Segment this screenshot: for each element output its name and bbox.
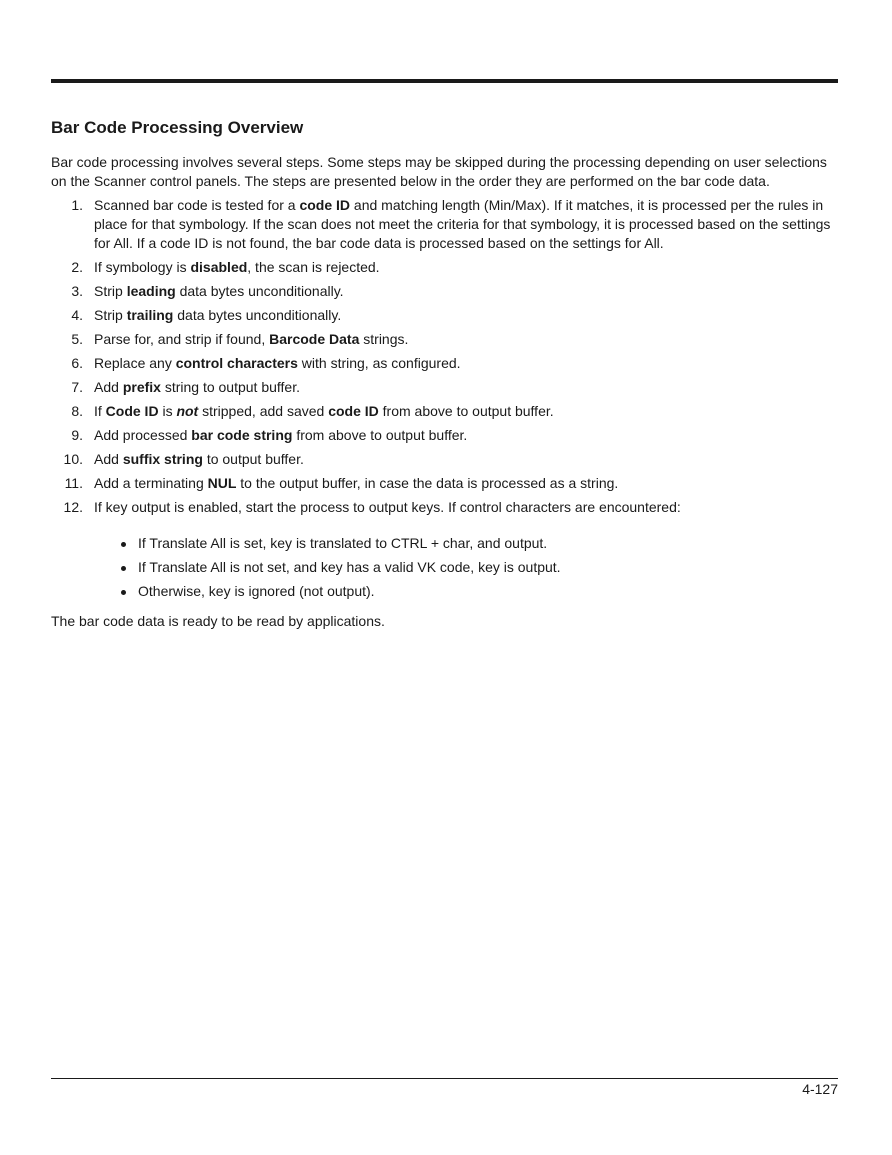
step-item <box>51 258 841 277</box>
step-text: strings. <box>359 331 409 347</box>
step-item <box>51 498 841 517</box>
bullet-item <box>51 558 841 577</box>
page-title: Bar Code Processing Overview <box>51 118 304 137</box>
step-item <box>51 196 841 253</box>
bold-term: trailing <box>126 307 174 323</box>
bold-term: NUL <box>207 475 237 491</box>
step-item <box>51 378 841 397</box>
bold-term: control characters <box>175 355 298 371</box>
step-text: Strip <box>94 307 127 323</box>
bottom-rule <box>51 1078 838 1079</box>
step-text: data bytes unconditionally. <box>175 283 344 299</box>
emphasis-text: not <box>176 403 199 419</box>
step-number: 9. <box>71 427 83 443</box>
step-number: 3. <box>71 283 83 299</box>
bold-term: disabled <box>190 259 248 275</box>
bold-term: Code ID <box>105 403 159 419</box>
bold-term: Barcode Data <box>269 331 360 347</box>
step-text: Scanned bar code is tested for a <box>94 197 300 213</box>
step-text: and matching length (Min/Max). If it matches, it is processed per the rules in place for that symbology. If the scan does not meet the criteria for that symbology, it is processed based on the settings for All. If a code ID is not found, the bar code data is processed based on the settings for All. <box>94 197 831 251</box>
step-text: Add <box>94 379 123 395</box>
top-rule <box>51 79 838 83</box>
step-text: string to output buffer. <box>160 379 300 395</box>
bullet-dot-icon <box>121 590 126 595</box>
step-item <box>51 282 841 301</box>
step-number: 10. <box>63 451 83 467</box>
step-number: 1. <box>71 197 83 213</box>
bold-term: suffix string <box>122 451 203 467</box>
intro-paragraph: Bar code processing involves several steps. Some steps may be skipped during the processing depending on user selections on the Scanner control panels. The steps are presented below in the order they are performed on the bar code data. <box>51 154 827 189</box>
step-text: Add a terminating <box>94 475 208 491</box>
bullet-dot-icon <box>121 566 126 571</box>
step-item <box>51 354 841 373</box>
step-text: stripped, add saved <box>198 403 329 419</box>
bullet-dot-icon <box>121 542 126 547</box>
step-number: 12. <box>63 499 83 515</box>
step-number: 11. <box>64 475 83 491</box>
step-text: with string, as configured. <box>297 355 461 371</box>
step-text: Parse for, and strip if found, <box>94 331 270 347</box>
step-text: Add <box>94 451 123 467</box>
step-item <box>51 450 841 469</box>
bold-term: bar code string <box>191 427 293 443</box>
step-number: 4. <box>71 307 83 323</box>
bold-term: prefix <box>122 379 161 395</box>
step-text: to output buffer. <box>202 451 304 467</box>
step-text: If <box>94 403 106 419</box>
page-number: 4-127 <box>802 1081 838 1097</box>
step-text: If symbology is <box>94 259 191 275</box>
step-text: Strip <box>94 283 127 299</box>
step-text: from above to output buffer. <box>292 427 468 443</box>
step-text: If key output is enabled, start the process to output keys. If control characters are encountered: <box>94 499 681 515</box>
bullet-text: If Translate All is set, key is translated to CTRL + char, and output. <box>138 535 548 551</box>
step-text: , the scan is rejected. <box>247 259 380 275</box>
bold-term: leading <box>126 283 176 299</box>
step-number: 8. <box>71 403 83 419</box>
step-item <box>51 474 841 493</box>
processing-steps-list <box>51 196 841 522</box>
bullet-text: If Translate All is not set, and key has a valid VK code, key is output. <box>138 559 561 575</box>
step-item <box>51 306 841 325</box>
closing-paragraph: The bar code data is ready to be read by applications. <box>51 613 385 629</box>
bold-term: code ID <box>328 403 379 419</box>
step-text: data bytes unconditionally. <box>173 307 342 323</box>
bullet-item <box>51 534 841 553</box>
step-item <box>51 402 841 421</box>
step-number: 5. <box>71 331 83 347</box>
step-number: 6. <box>71 355 83 371</box>
step-text: Add processed <box>94 427 192 443</box>
bullet-text: Otherwise, key is ignored (not output). <box>138 583 375 599</box>
step-number: 2. <box>71 259 83 275</box>
bold-term <box>176 403 198 419</box>
step-text: from above to output buffer. <box>378 403 554 419</box>
step-text: is <box>158 403 177 419</box>
step-item <box>51 426 841 445</box>
bullet-item <box>51 582 841 601</box>
step-number: 7. <box>71 379 83 395</box>
key-output-bullets <box>51 534 841 606</box>
step-item <box>51 330 841 349</box>
step-text: Replace any <box>94 355 176 371</box>
step-text: to the output buffer, in case the data is processed as a string. <box>236 475 619 491</box>
bold-term: code ID <box>299 197 351 213</box>
